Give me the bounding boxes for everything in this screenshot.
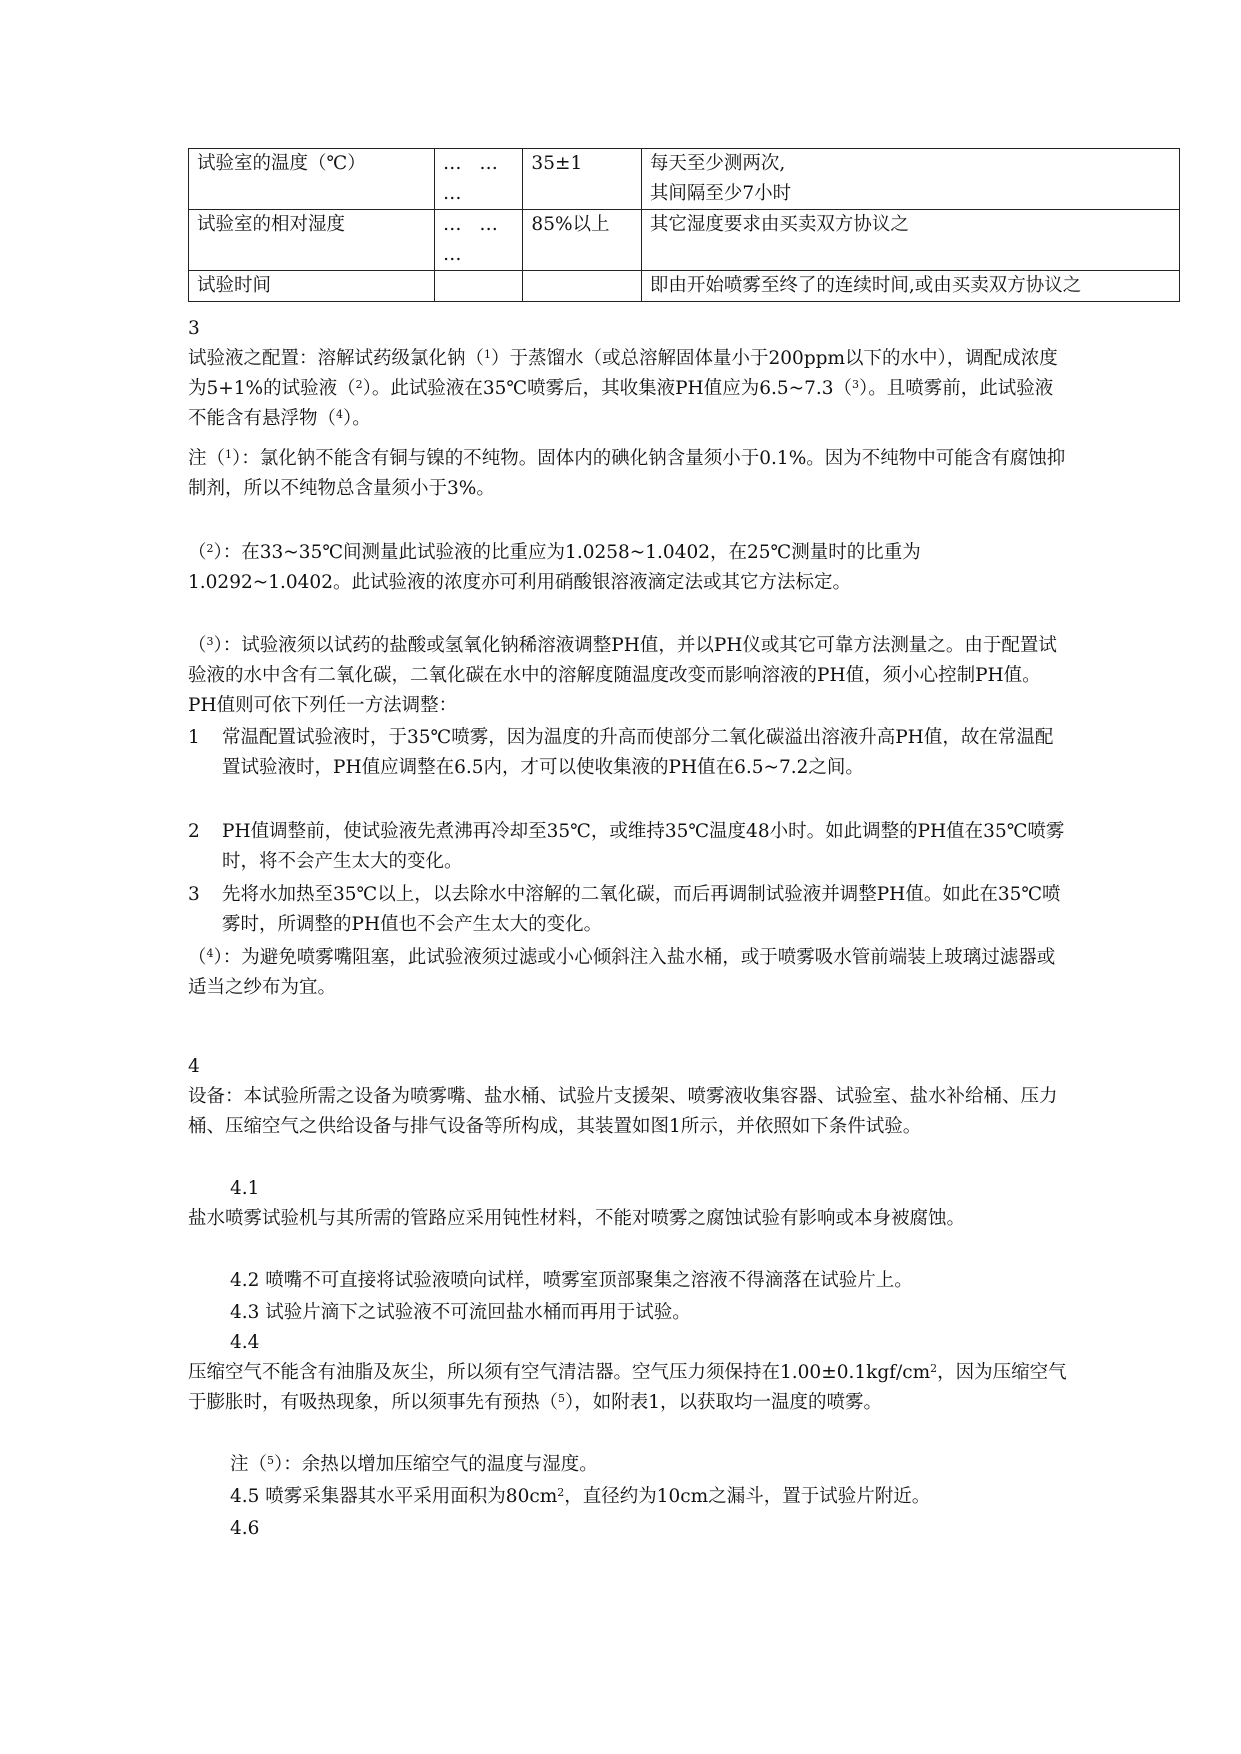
subsection-4-3: 4.3 试验片滴下之试验液不可流回盐水桶而再用于试验。 [230, 1302, 691, 1323]
subsection-number-4-1: 4.1 [230, 1178, 260, 1199]
list-item-text: 先将水加热至35℃以上，以去除水中溶解的二氧化碳，而后再调制试验液并调整PH值。如此在35℃喷雾时，所调整的PH值也不会产生太大的变化。 [222, 884, 1061, 935]
note-5-paragraph: 注（$^5$）：余热以增加压缩空气的温度与湿度。 [230, 1454, 598, 1475]
list-item-text: PH值调整前，使试验液先煮沸再冷却至35℃，或维持35℃温度48小时。如此调整的PH值在35℃喷雾时，将不会产生太大的变化。 [222, 821, 1065, 872]
list-item-number: 2 [188, 821, 200, 842]
table-cell-note: 其它湿度要求由买卖双方协议之 [641, 210, 1179, 271]
table-cell-item: 试验室的温度（℃） [189, 149, 435, 210]
table-cell-note: 每天至少测两次, 其间隔至少7小时 [641, 149, 1179, 210]
list-item-number: 3 [188, 884, 200, 905]
note-1-paragraph: 注（$^1$）：氯化钠不能含有铜与镍的不纯物。固体内的碘化钠含量须小于0.1%。因为不纯物中可能含有腐蚀抑制剂，所以不纯物总含量须小于3%。 [188, 448, 1066, 499]
table-cell-value [523, 271, 641, 302]
table-cell-note: 即由开始喷雾至终了的连续时间,或由买卖双方协议之 [641, 271, 1179, 302]
list-item [188, 880, 1068, 940]
note-2-paragraph: （$^2$）：在33~35℃间测量此试验液的比重应为1.0258~1.0402，在25℃测量时的比重为1.0292~1.0402。此试验液的浓度亦可利用硝酸银溶液滴定法或其它方法标定。 [188, 542, 921, 593]
table-cell-value: 35±1 [523, 149, 641, 210]
list-item [188, 723, 1068, 813]
table-cell-value: 85%以上 [523, 210, 641, 271]
table-cell-dots [434, 271, 522, 302]
list-item [188, 817, 1068, 877]
table-row [189, 210, 1180, 271]
table-row [189, 149, 1180, 210]
subsection-4-4-text: 压缩空气不能含有油脂及灰尘，所以须有空气清洁器。空气压力须保持在$1.00\pm 0.1kgf/cm^2$，因为压缩空气于膨胀时，有吸热现象，所以须事先有预热（$^5$），如附表1，以获取均一温度的喷雾。 [188, 1362, 1067, 1413]
table-cell-item: 试验时间 [189, 271, 435, 302]
note-3-paragraph: （$^3$）：试验液须以试药的盐酸或氢氧化钠稀溶液调整PH值，并以PH仪或其它可靠方法测量之。由于配置试验液的水中含有二氧化碳，二氧化碳在水中的溶解度随温度改变而影响溶液的PH值，须小心控制PH值。PH值则可依下列任一方法调整： [188, 635, 1057, 716]
list-item-number: 1 [188, 727, 200, 748]
subsection-4-5: 4.5 喷雾采集器其水平采用面积为$80cm^2$，直径约为10cm之漏斗，置于试验片附近。 [230, 1486, 931, 1507]
subsection-number-4-4: 4.4 [230, 1332, 260, 1353]
solution-prep-paragraph: 试验液之配置：溶解试药级氯化钠（$^1$）于蒸馏水（或总溶解固体量小于200ppm以下的水中），调配成浓度为5+1%的试验液（$^2$）。此试验液在35℃喷雾后，其收集液PH值应为6.5~7.3（$^3$）。且喷雾前，此试验液不能含有悬浮物（$^4$）。 [188, 348, 1058, 429]
test-conditions-table [188, 148, 1180, 302]
section-number-4: 4 [188, 1056, 200, 1077]
table-row [189, 271, 1180, 302]
list-item-text: 常温配置试验液时，于35℃喷雾，因为温度的升高而使部分二氧化碳溢出溶液升高PH值，故在常温配置试验液时，PH值应调整在6.5内，才可以使收集液的PH值在6.5~7.2之间。 [222, 727, 1054, 778]
subsection-number-4-6: 4.6 [230, 1518, 260, 1539]
section-number-3: 3 [188, 318, 200, 339]
table-cell-dots: … … … [434, 149, 522, 210]
table-cell-item: 试验室的相对湿度 [189, 210, 435, 271]
equipment-paragraph: 设备：本试验所需之设备为喷雾嘴、盐水桶、试验片支援架、喷雾液收集容器、试验室、盐水补给桶、压力桶、压缩空气之供给设备与排气设备等所构成，其装置如图1所示，并依照如下条件试验。 [188, 1086, 1058, 1137]
table-cell-dots: … … … [434, 210, 522, 271]
subsection-4-2: 4.2 喷嘴不可直接将试验液喷向试样，喷雾室顶部聚集之溶液不得滴落在试验片上。 [230, 1270, 913, 1291]
subsection-4-1-text: 盐水喷雾试验机与其所需的管路应采用钝性材料，不能对喷雾之腐蚀试验有影响或本身被腐蚀。 [188, 1208, 966, 1229]
note-4-paragraph: （$^4$）：为避免喷雾嘴阻塞，此试验液须过滤或小心倾斜注入盐水桶，或于喷雾吸水管前端装上玻璃过滤器或适当之纱布为宜。 [188, 947, 1056, 998]
